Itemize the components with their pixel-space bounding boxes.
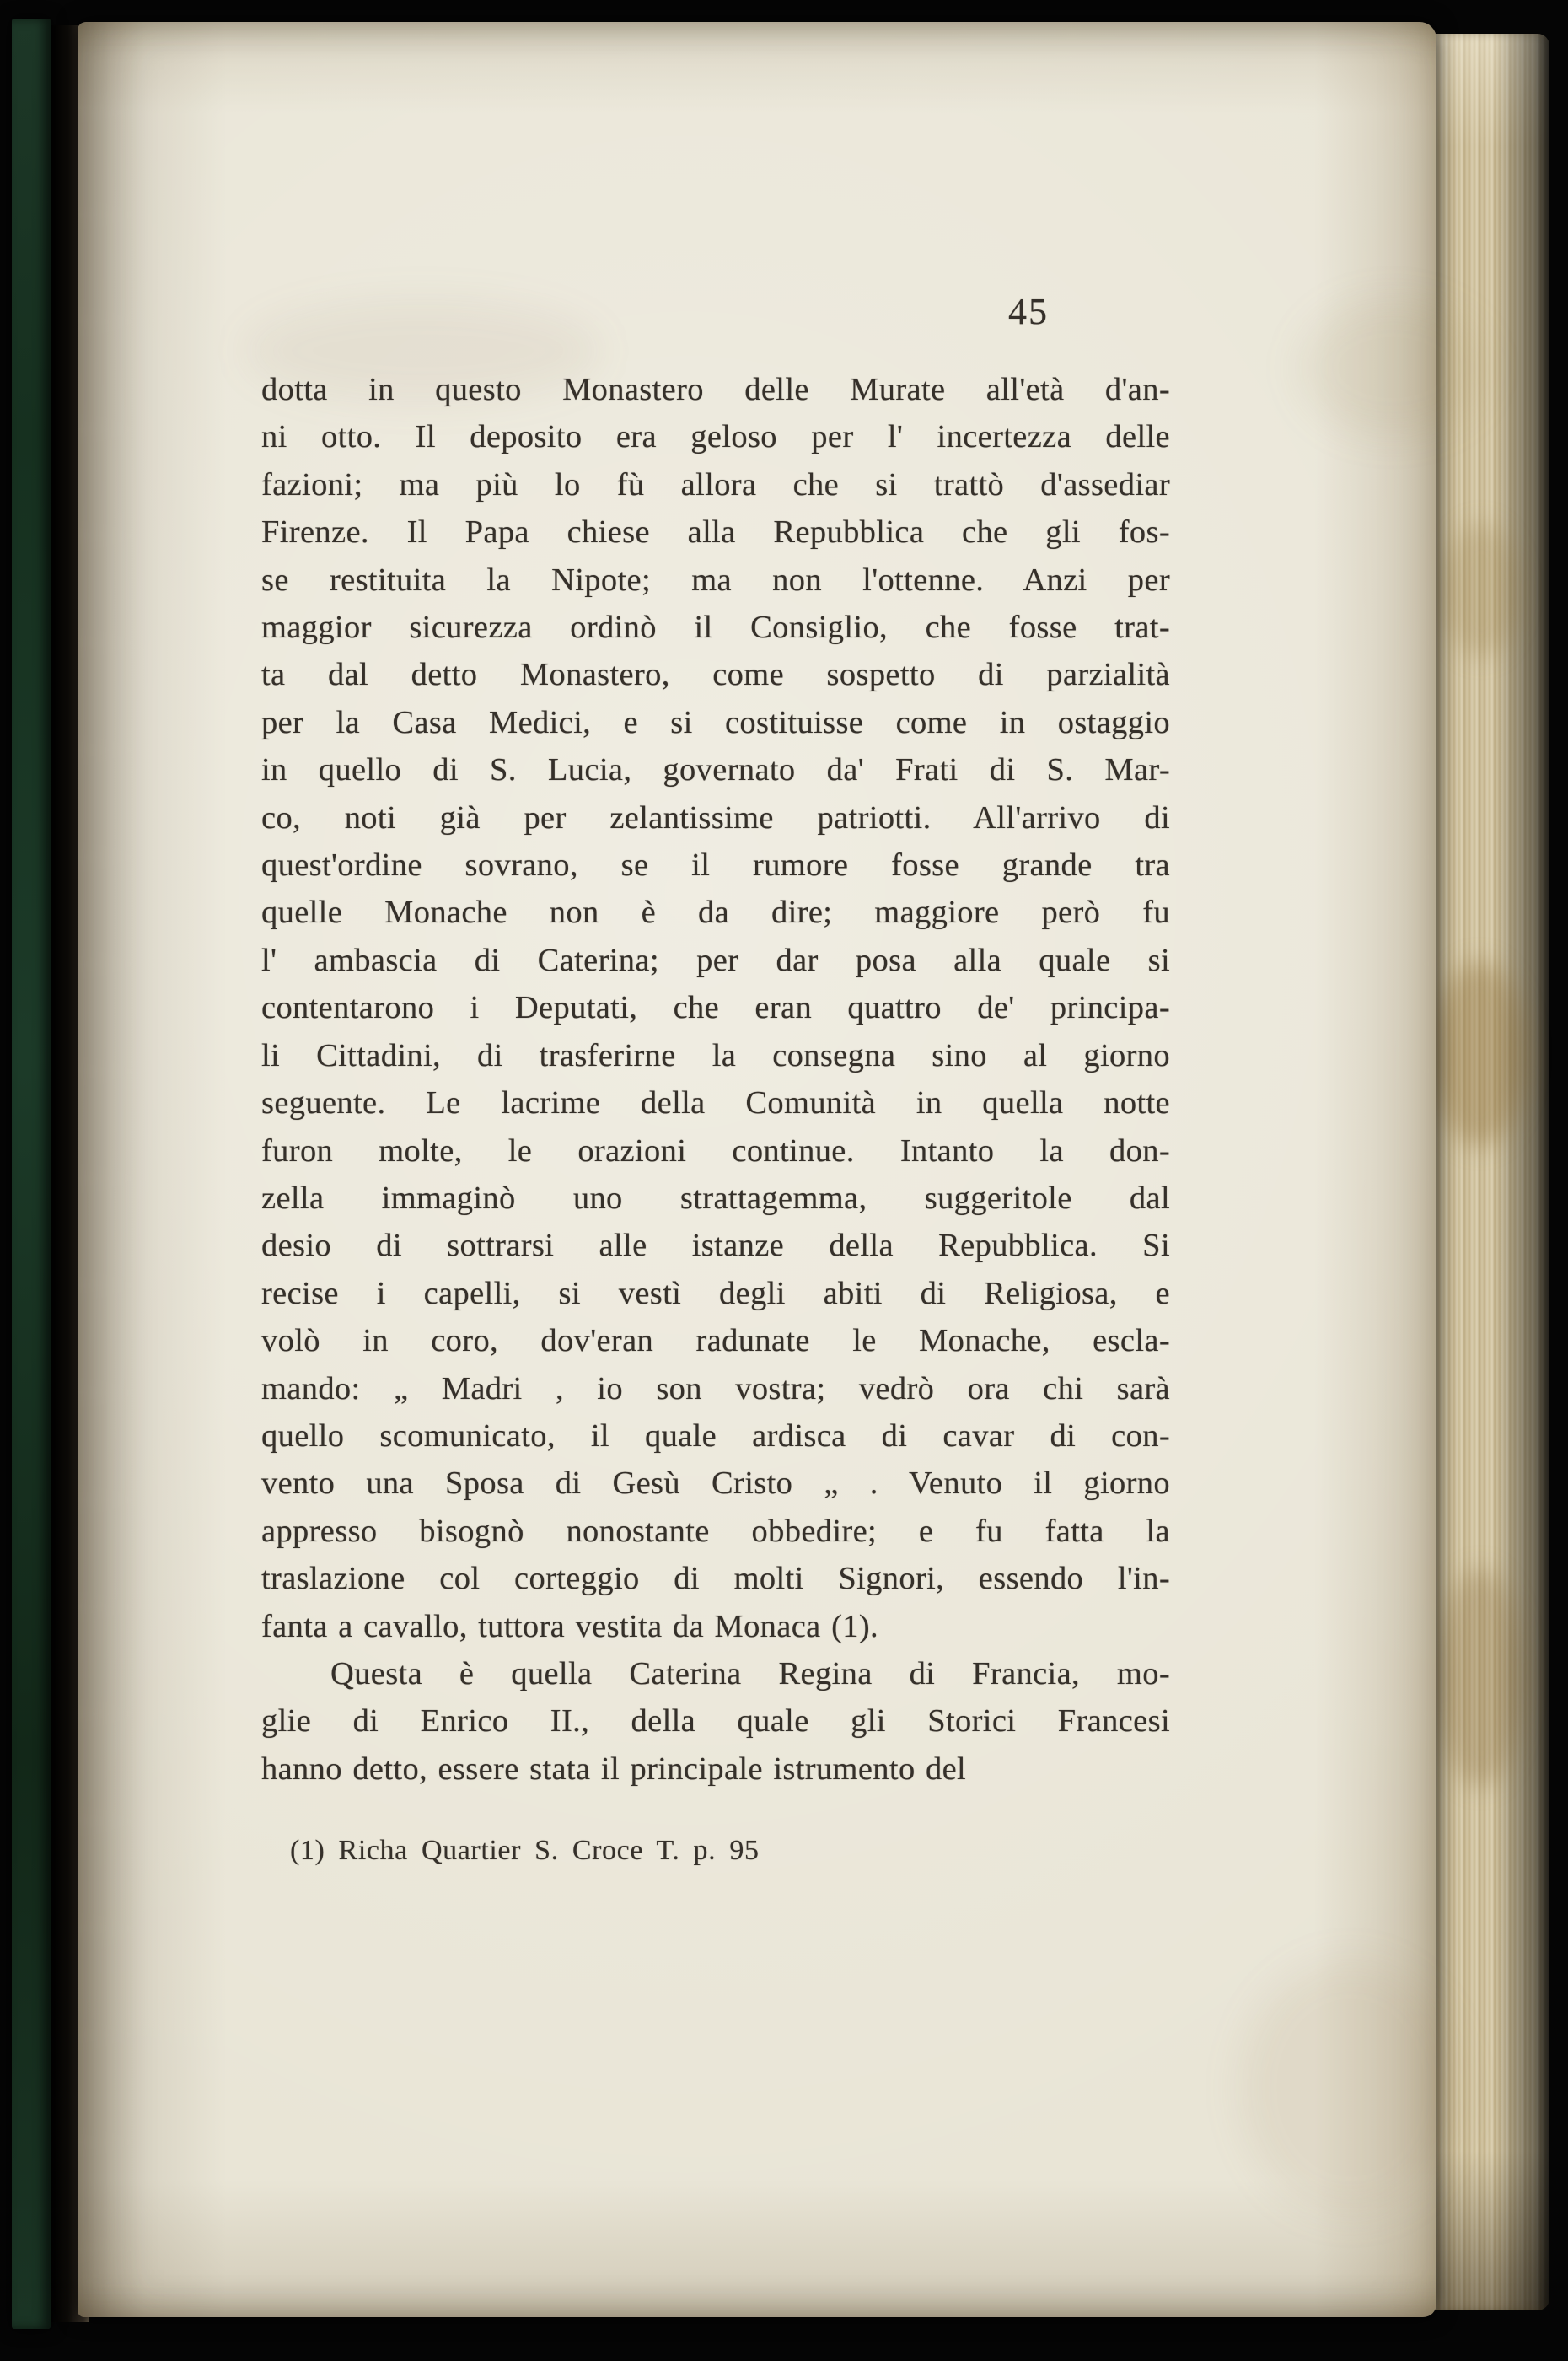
text-line: quest'ordine sovrano, se il rumore fosse grande tra: [261, 847, 1170, 884]
text-line: Firenze. Il Papa chiese alla Repubblica che gli fos-: [261, 514, 1170, 551]
paper-stain: [1241, 1961, 1460, 2214]
paper-stain: [1300, 300, 1485, 435]
text-line: zella immaginò uno strattagemma, suggeritole dal: [261, 1180, 1170, 1216]
text-line: fanta a cavallo, tuttora vestita da Monaca (1).: [261, 1608, 878, 1644]
text-line: contentarono i Deputati, che eran quattro de' principa-: [261, 990, 1170, 1026]
text-line: vento una Sposa di Gesù Cristo „ . Venuto il giorno: [261, 1466, 1170, 1502]
text-line: glie di Enrico II., della quale gli Storici Francesi: [261, 1703, 1170, 1740]
text-line: furon molte, le orazioni continue. Intanto la don-: [261, 1132, 1170, 1169]
text-line: fazioni; ma più lo fù allora che si trattò d'assediar: [261, 466, 1170, 503]
text-line: per la Casa Medici, e si costituisse come in ostaggio: [261, 704, 1170, 740]
text-line: ta dal detto Monastero, come sospetto di parzialità: [261, 657, 1170, 693]
text-line: co, noti già per zelantissime patriotti. All'arrivo di: [261, 799, 1170, 836]
text-line: seguente. Le lacrime della Comunità in quella notte: [261, 1085, 1170, 1121]
text-line: hanno detto, essere stata il principale istrumento del: [261, 1751, 967, 1787]
text-line: quelle Monache non è da dire; maggiore però fu: [261, 895, 1170, 931]
text-line: dotta in questo Monastero delle Murate all'età d'an-: [261, 372, 1170, 407]
book-page: [78, 22, 1436, 2317]
page-edge-stain: [1438, 1568, 1522, 1788]
text-line: li Cittadini, di trasferirne la consegna sino al giorno: [261, 1037, 1170, 1073]
body-text: [261, 366, 1170, 1793]
text-line: se restituita la Nipote; ma non l'ottenne. Anzi per: [261, 562, 1170, 598]
text-line: traslazione col corteggio di molti Signori, essendo l'in-: [261, 1561, 1170, 1597]
text-line: l' ambascia di Caterina; per dar posa alla quale si: [261, 942, 1170, 978]
text-line: Questa è quella Caterina Regina di Francia, mo-: [330, 1655, 1170, 1691]
page-number: 45: [1008, 291, 1049, 332]
footnote: (1) Richa Quartier S. Croce T. p. 95: [290, 1835, 760, 1866]
text-line: appresso bisognò nonostante obbedire; e fu fatta la: [261, 1513, 1170, 1549]
page-edge-stain: [1433, 961, 1526, 1147]
text-line: recise i capelli, si vestì degli abiti di Religiosa, e: [261, 1275, 1170, 1311]
text-line: quello scomunicato, il quale ardisca di cavar di con-: [261, 1417, 1170, 1454]
text-line: volò in coro, dov'eran radunate le Monache, escla-: [261, 1323, 1170, 1359]
text-line: desio di sottrarsi alle istanze della Repubblica. Si: [261, 1228, 1170, 1264]
text-line: ni otto. Il deposito era geloso per l' incertezza delle: [261, 419, 1170, 455]
text-line: mando: „ Madri , io son vostra; vedrò ora chi sarà: [261, 1370, 1170, 1406]
text-line: maggior sicurezza ordinò il Consiglio, che fosse trat-: [261, 610, 1170, 646]
book-cover-edge: [12, 19, 51, 2329]
page-edge-stain: [1443, 523, 1519, 658]
text-line: in quello di S. Lucia, governato da' Frati di S. Mar-: [261, 752, 1170, 788]
